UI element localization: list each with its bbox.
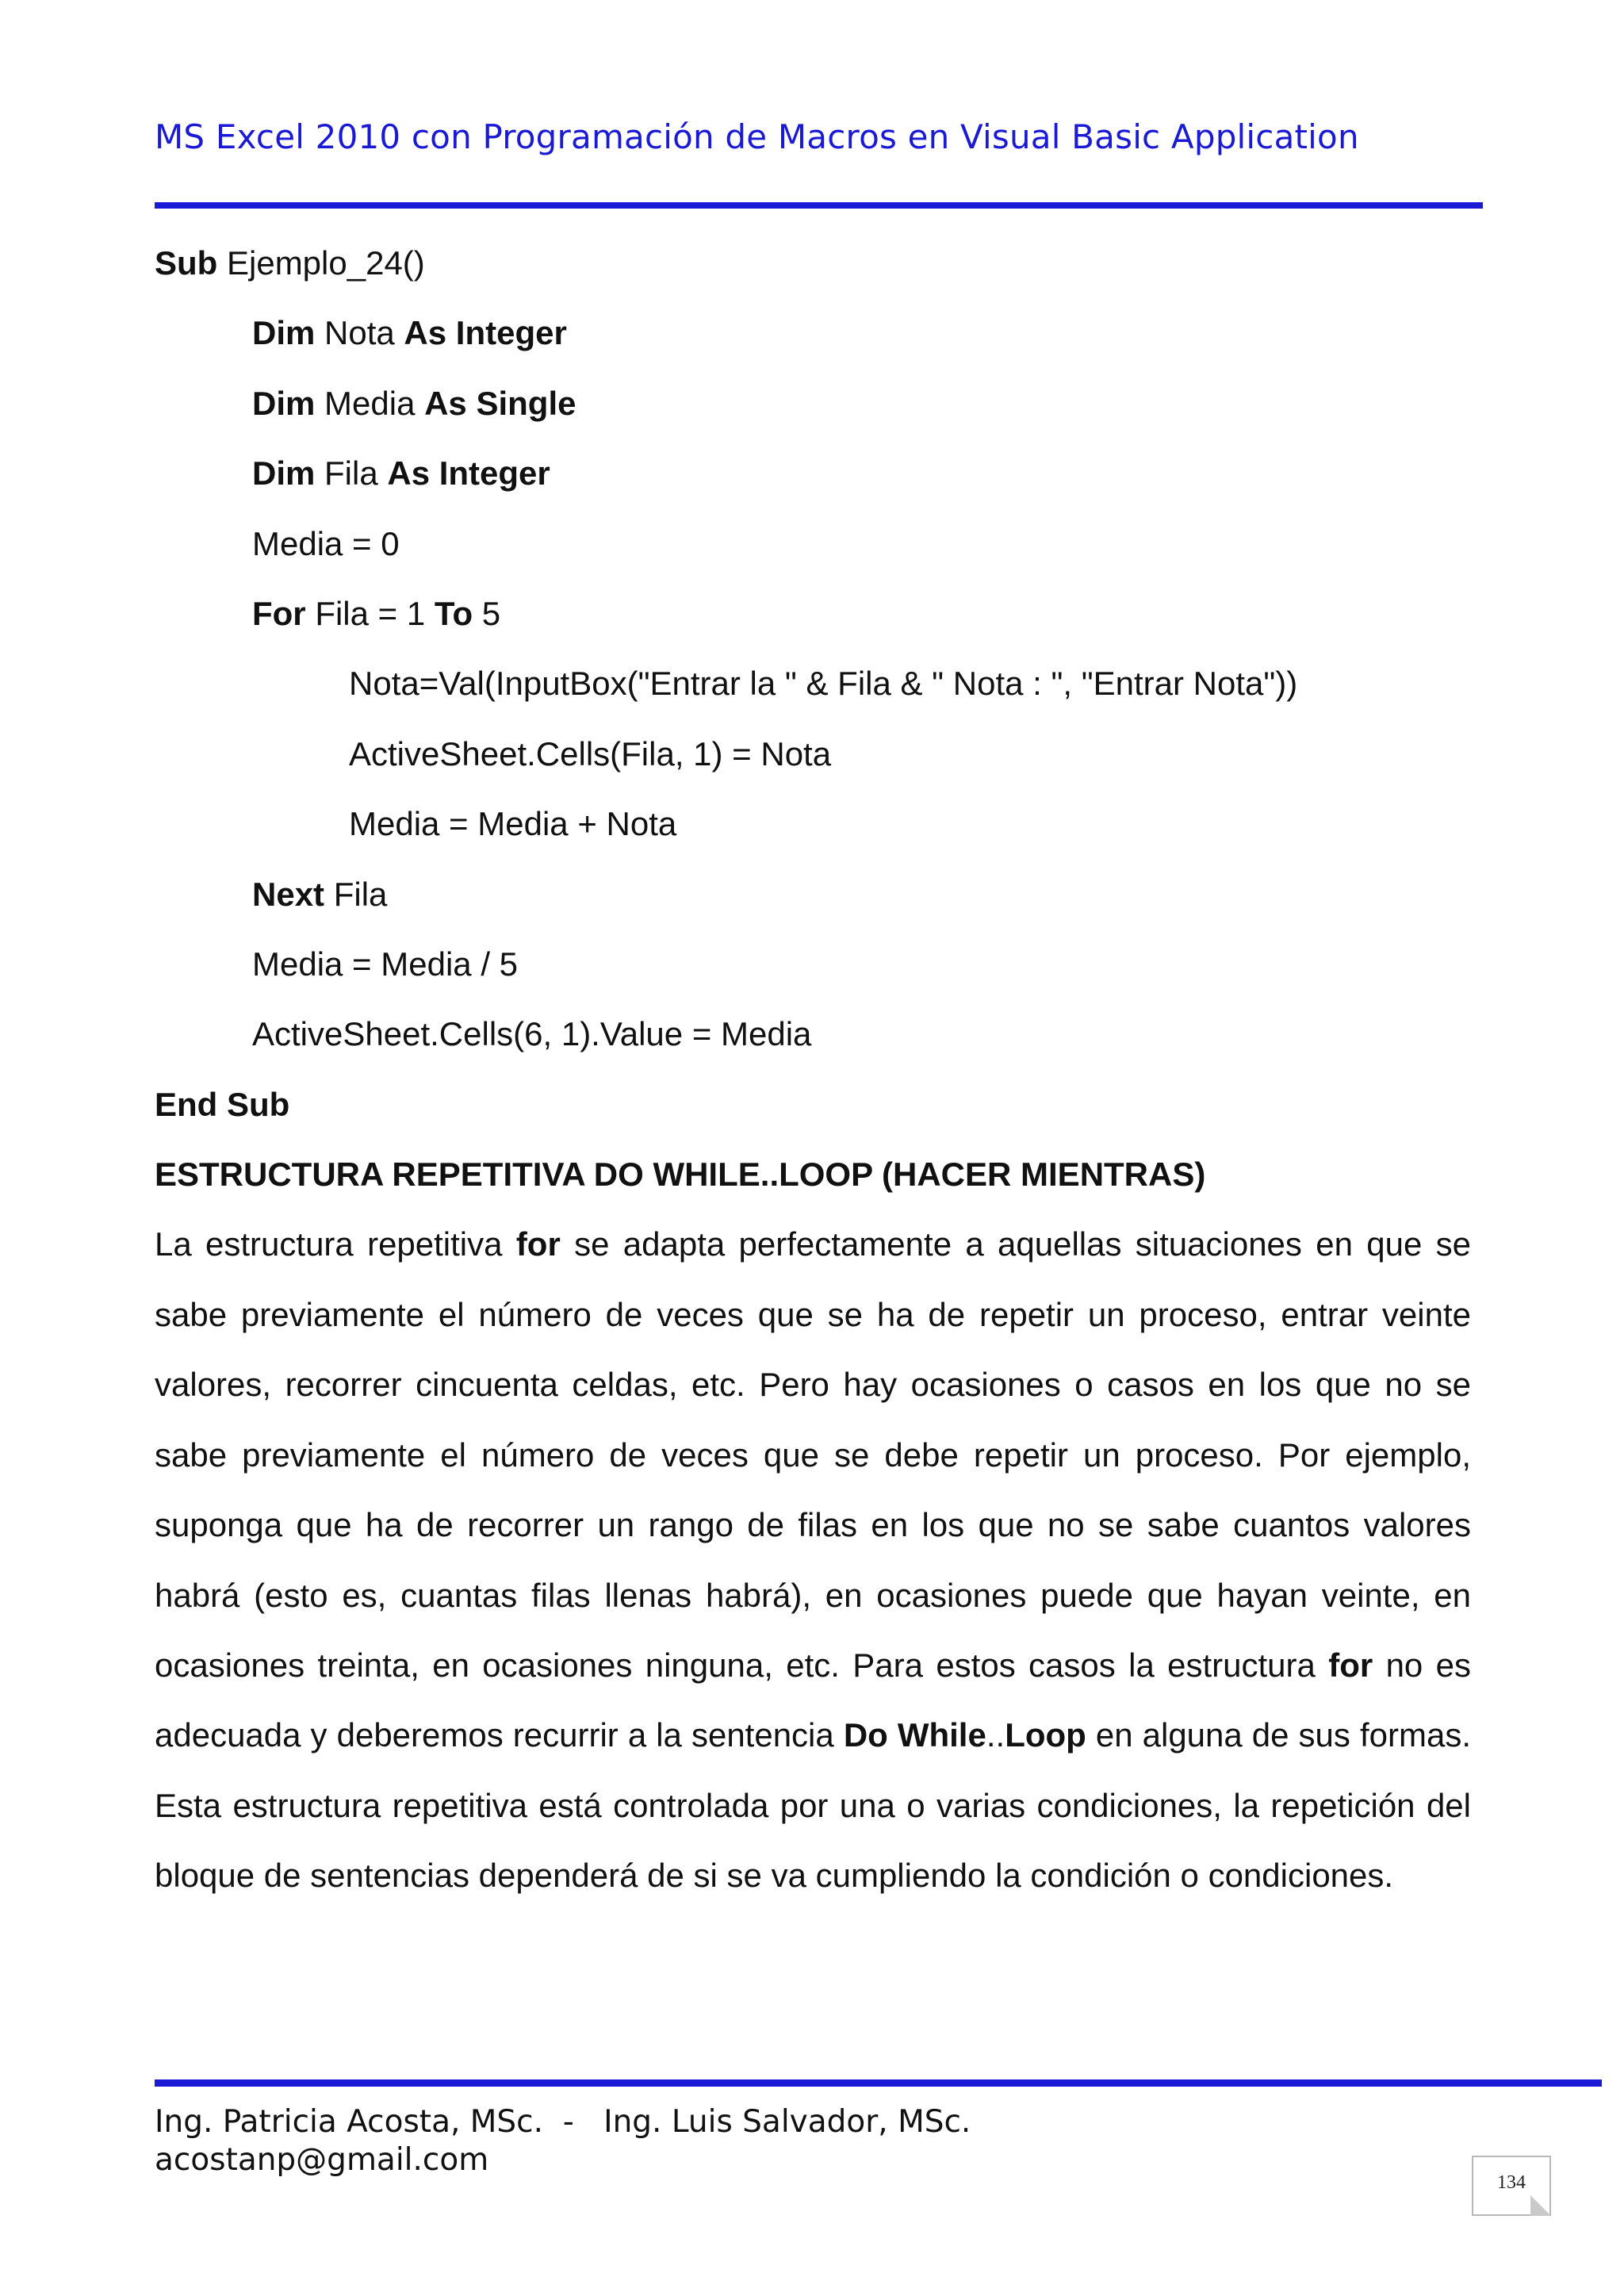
code-line: ActiveSheet.Cells(6, 1).Value = Media — [252, 1015, 812, 1053]
header-rule — [155, 202, 1483, 209]
code-line: Dim Media As Single — [252, 384, 576, 422]
code-line: End Sub — [155, 1085, 290, 1123]
code-line: Next Fila — [252, 875, 388, 913]
page-header-title: MS Excel 2010 con Programación de Macros en Visual Basic Application — [155, 117, 1359, 156]
page-number-box — [1472, 2156, 1551, 2216]
code-line: Media = Media + Nota — [349, 805, 677, 843]
code-block — [155, 228, 1471, 1140]
code-line: Sub Ejemplo_24() — [155, 244, 425, 282]
page-corner-fold — [1530, 2195, 1551, 2216]
page-footer — [155, 2103, 971, 2179]
footer-email: acostanp@gmail.com — [155, 2142, 489, 2178]
page-number: 134 — [1497, 2172, 1526, 2193]
code-line: ActiveSheet.Cells(Fila, 1) = Nota — [349, 734, 832, 772]
code-line: Nota=Val(InputBox("Entrar la " & Fila & " Nota : ", "Entrar Nota")) — [349, 665, 1298, 703]
code-line: Media = Media / 5 — [252, 945, 519, 983]
code-line: Dim Nota As Integer — [252, 314, 567, 352]
section-heading: ESTRUCTURA REPETITIVA DO WHILE..LOOP (HACER MIENTRAS) — [155, 1156, 1206, 1194]
page-body — [155, 228, 1471, 1911]
footer-authors: Ing. Patricia Acosta, MSc. - Ing. Luis Salvador, MSc. — [155, 2104, 971, 2140]
code-line: Media = 0 — [252, 524, 400, 562]
footer-rule — [155, 2079, 1602, 2087]
code-line: For Fila = 1 To 5 — [252, 594, 501, 632]
code-line: Dim Fila As Integer — [252, 454, 550, 493]
body-paragraph: La estructura repetitiva for se adapta perfectamente a aquellas situaciones en que se sabe previamente el número de veces que se ha de repetir un proceso, entrar veinte valores, recorrer cincuenta celdas, etc. Pero hay ocasiones o casos en los que no se sabe previamente el número de veces que se debe repetir un proceso. Por ejemplo, suponga que ha de recorrer un rango de filas en los que no se sabe cuantos valores habrá (esto es, cuantas filas llenas habrá), en ocasiones puede que hayan veinte, en ocasiones treinta, en ocasiones ninguna, etc. Para estos casos la estructura for no es adecuada y deberemos recurrir a la sentencia Do While..Loop en alguna de sus formas. Esta estructura repetitiva está controlada por una o varias condiciones, la repetición del bloque de sentencias dependerá de si se va cumpliendo la condición o condiciones. — [155, 1225, 1471, 1895]
